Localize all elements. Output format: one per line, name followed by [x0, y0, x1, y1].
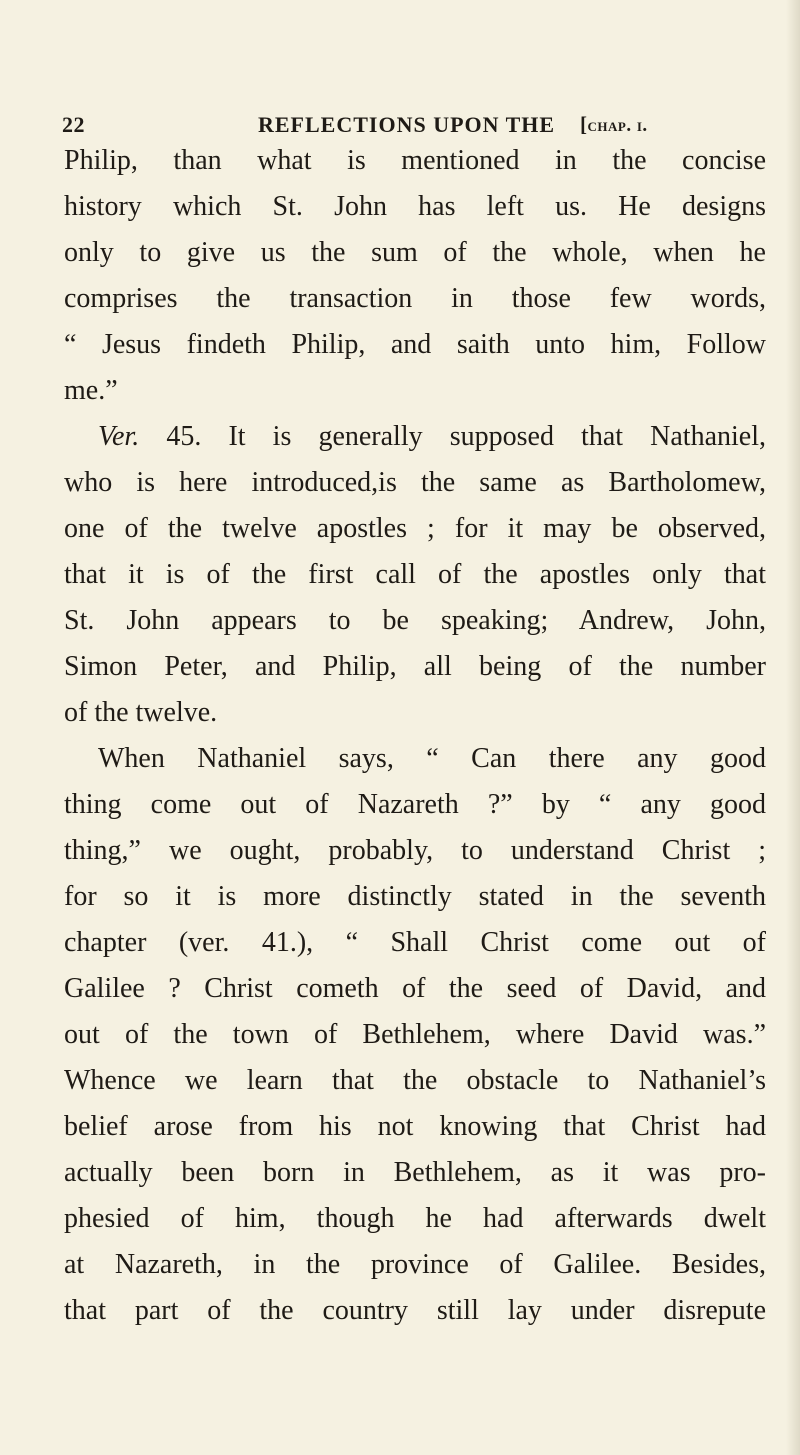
text-line: Galilee ? Christ cometh of the seed of David, and [64, 973, 766, 1004]
text-line: that part of the country still lay under disrepute [64, 1295, 766, 1326]
text-line: chapter (ver. 41.), “ Shall Christ come out of [64, 927, 766, 958]
text-line: “ Jesus findeth Philip, and saith unto him, Follow [64, 329, 766, 360]
text-line: history which St. John has left us. He designs [64, 191, 766, 222]
chapter-bracket: [ [580, 112, 588, 136]
running-title: REFLECTIONS UPON THE [258, 112, 556, 137]
chapter-label: chap. i. [587, 115, 648, 136]
text-line: thing come out of Nazareth ?” by “ any good [64, 789, 766, 820]
chapter-mark [580, 112, 648, 137]
text-line: Simon Peter, and Philip, all being of the number [64, 651, 766, 682]
body-text [64, 138, 766, 1334]
text-line: that it is of the first call of the apostles only that [64, 559, 766, 590]
page-number: 22 [62, 112, 85, 137]
text-line: actually been born in Bethlehem, as it was pro- [64, 1157, 766, 1188]
text-line: of the twelve. [64, 697, 218, 728]
text-line: out of the town of Bethlehem, where David was.” [64, 1019, 766, 1050]
text-line: me.” [64, 375, 118, 406]
text-line: belief arose from his not knowing that Christ had [64, 1111, 766, 1142]
verse-reference: Ver. [98, 421, 140, 452]
text-line: at Nazareth, in the province of Galilee. Besides, [64, 1249, 766, 1280]
text-line: one of the twelve apostles ; for it may be observed, [64, 513, 766, 544]
text-line: who is here introduced,is the same as Bartholomew, [64, 467, 766, 498]
text-line: only to give us the sum of the whole, when he [64, 237, 766, 268]
text-line: comprises the transaction in those few words, [64, 283, 766, 314]
text-line: When Nathaniel says, “ Can there any good [98, 743, 766, 774]
text-line: Philip, than what is mentioned in the concise [64, 145, 766, 176]
text-line: phesied of him, though he had afterwards dwelt [64, 1203, 766, 1234]
text-line: for so it is more distinctly stated in the seventh [64, 881, 766, 912]
verse-line [64, 414, 766, 460]
page-edge-shadow [786, 0, 800, 1455]
verse-line-text: 45. It is generally supposed that Nathaniel, [166, 421, 766, 452]
text-line: St. John appears to be speaking; Andrew, John, [64, 605, 766, 636]
text-line: Whence we learn that the obstacle to Nathaniel’s [64, 1065, 766, 1096]
text-line: thing,” we ought, probably, to understand Christ ; [64, 835, 766, 866]
